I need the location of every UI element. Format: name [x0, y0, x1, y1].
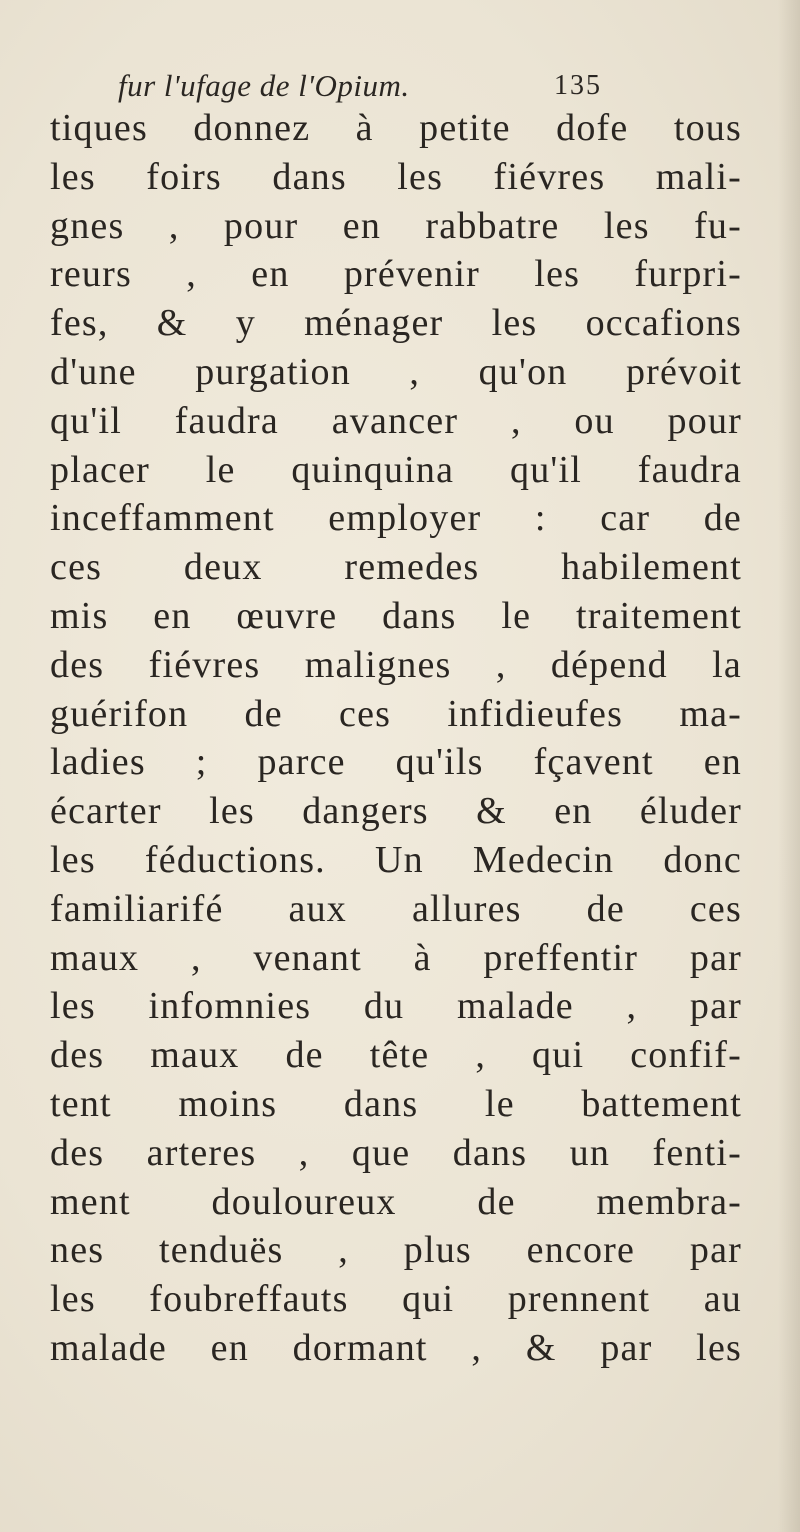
text-line: ladies ; parce qu'ils fçavent en — [50, 741, 742, 784]
text-line: tiques donnez à petite dofe tous — [50, 107, 742, 149]
text-line: ces deux remedes habilement — [50, 546, 742, 589]
text-line: placer le quinquina qu'il faudra — [50, 448, 742, 491]
text-line: inceffamment employer : car de — [50, 497, 742, 540]
text-line: ment douloureux de membra- — [50, 1180, 742, 1223]
text-line: nes tenduës , plus encore par — [50, 1229, 742, 1272]
text-line: écarter les dangers & en éluder — [50, 790, 742, 833]
text-line: des arteres , que dans un fenti- — [50, 1131, 742, 1174]
text-line: les foubreffauts qui prennent au — [50, 1278, 742, 1321]
text-line: des maux de tête , qui confif- — [50, 1034, 742, 1077]
body-text — [50, 104, 750, 1373]
text-line: les féductions. Un Medecin donc — [50, 838, 742, 881]
text-line: qu'il faudra avancer , ou pour — [50, 399, 742, 442]
text-line: reurs , en prévenir les furpri- — [50, 253, 742, 296]
running-title: fur l'ufage de l'Opium. — [118, 68, 410, 103]
text-line: guérifon de ces infidieufes ma- — [50, 692, 742, 735]
text-line: les infomnies du malade , par — [50, 985, 742, 1028]
text-line: tent moins dans le battement — [50, 1082, 742, 1125]
text-line: gnes , pour en rabbatre les fu- — [50, 204, 742, 247]
text-line: les foirs dans les fiévres mali- — [50, 155, 742, 198]
text-line: mis en œuvre dans le traitement — [50, 594, 742, 637]
text-line: des fiévres malignes , dépend la — [50, 643, 742, 686]
page-number: 135 — [554, 70, 602, 101]
text-line: d'une purgation , qu'on prévoit — [50, 350, 742, 393]
text-line: familiarifé aux allures de ces — [50, 887, 742, 930]
text-line: malade en dormant , & par les — [50, 1326, 742, 1369]
text-line: fes, & y ménager les occafions — [50, 302, 742, 345]
page-edge-shadow — [778, 0, 800, 1532]
page-header — [118, 68, 638, 108]
text-line: maux , venant à preffentir par — [50, 936, 742, 979]
